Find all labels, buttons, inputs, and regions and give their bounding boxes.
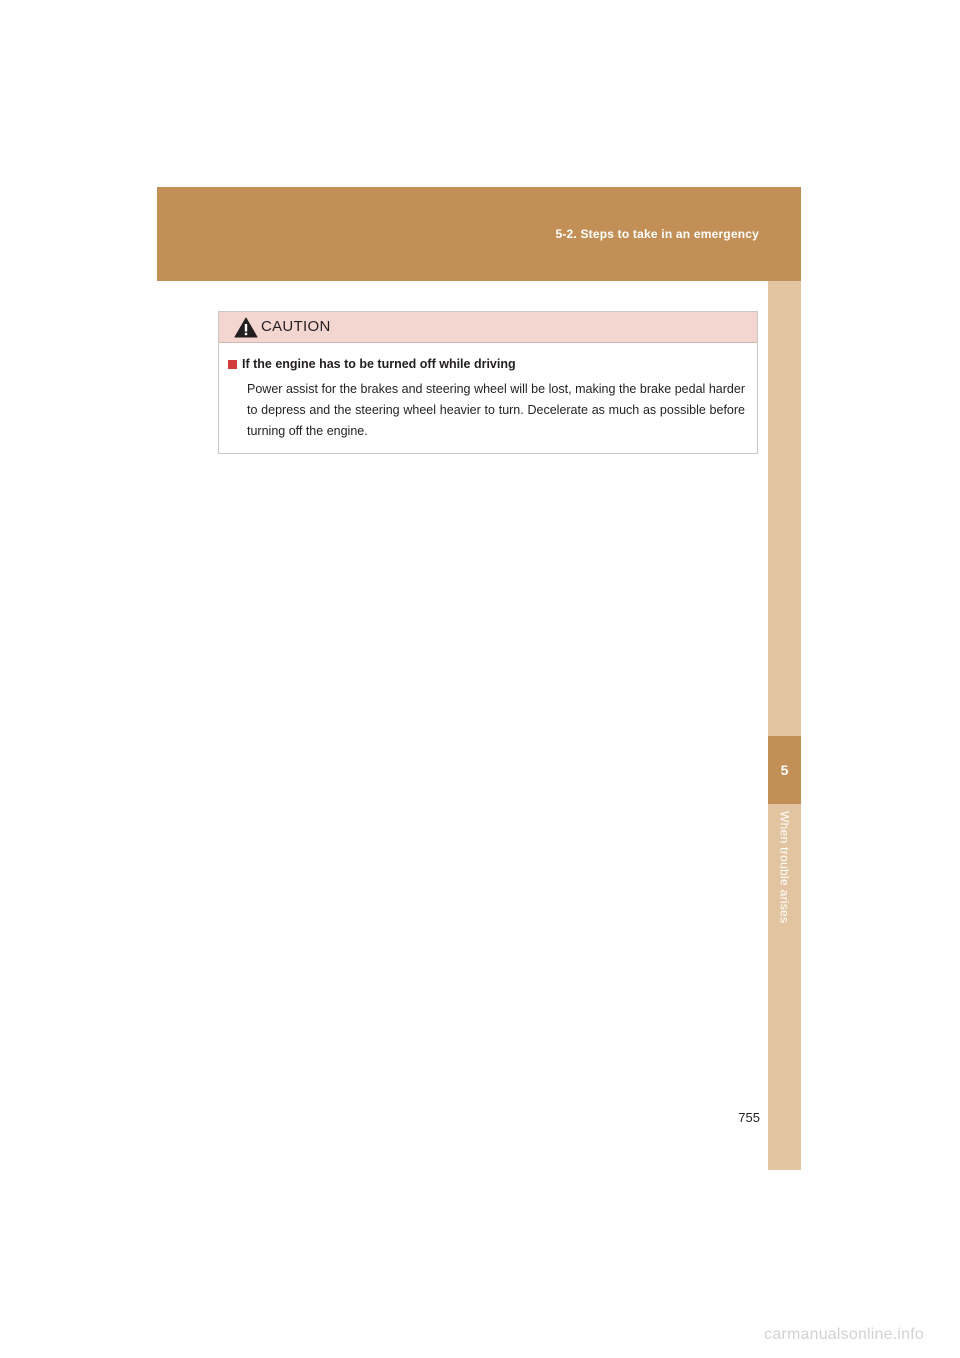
section-header-band bbox=[157, 187, 801, 281]
chapter-number: 5 bbox=[780, 762, 789, 778]
caution-title: CAUTION bbox=[261, 318, 331, 335]
caution-header bbox=[219, 312, 757, 343]
caution-item-title: If the engine has to be turned off while driving bbox=[242, 357, 516, 371]
section-title: 5-2. Steps to take in an emergency bbox=[555, 227, 759, 241]
caution-item-text: Power assist for the brakes and steering wheel will be lost, making the brake pedal harder to depress and the steering wheel heavier to turn. Decelerate as much as possible before turning off the engine. bbox=[247, 382, 745, 438]
chapter-label-text: When trouble arises bbox=[777, 811, 792, 924]
warning-triangle-icon bbox=[234, 317, 258, 338]
page-number: 755 bbox=[738, 1110, 760, 1125]
caution-item-heading bbox=[228, 357, 745, 371]
watermark: carmanualsonline.info bbox=[764, 1326, 924, 1343]
chapter-tab bbox=[768, 736, 801, 804]
caution-box bbox=[218, 311, 758, 454]
caution-body bbox=[219, 343, 757, 442]
side-strip bbox=[768, 281, 801, 1170]
chapter-label bbox=[768, 811, 801, 946]
square-bullet-icon bbox=[228, 360, 237, 369]
